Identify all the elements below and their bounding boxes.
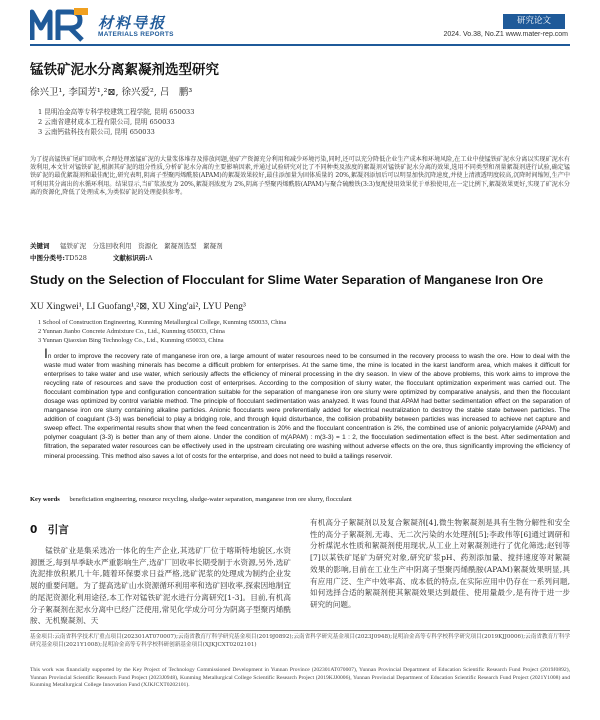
journal-brand-cn: 材料导报 [98,14,167,32]
keywords-label-cn: 关键词 [30,242,50,250]
paper-title-cn: 锰铁矿泥水分离絮凝剂选型研究 [30,62,219,78]
doc-code-value: A [147,254,153,262]
paper-title-en: Study on the Selection of Flocculant for Slime Water Separation of Manganese Iron Ore [30,273,544,287]
section-heading-intro: 0 引言 [30,524,69,536]
authors-cn: 徐兴卫¹, 李国芳¹,²⊠, 徐兴爱², 吕 鹏³ [30,87,193,98]
journal-logo [30,8,90,42]
intro-text-left: 锰铁矿业是集采选冶一体化的生产企业,其选矿厂位于喀斯特地貌区,水资源匮乏,每到旱季缺水严重影响生产,选矿厂回收率长期受制于水资源,另外,选矿洗泥排放积累几十年,随着环保要求日益严格,选矿泥浆的处理成为制约企业发展的重要问题。为了提高选矿山水资源循环利用率和选矿回收率,探索因地制宜的尾泥资源化利用途径,本工作对锰铁矿泥水进行分离研究[1-3]。目前,有机高分子絮凝剂在泥水分离中已经广泛使用,常见化学成分可分为阴离子型聚丙烯酰胺、无机聚凝剂、天 [30,546,291,626]
cls-label: 中图分类号: [30,254,65,262]
column-badge: 研究论文 [503,14,565,29]
abstract-cn: 为了提高锰铁矿尾矿回收率,合理处理富锰矿泥的大量浆体堆存及排放问题,使矿产资源充分利用和减少环境污染,同时,还可以充分降低企业生产成本和环境风险,在工业中使锰铁矿泥水分离以实现矿泥水有效利用,本文针对锰铁矿泥,根据其矿泥的组分性质,分析矿泥水分离的主要影响因素,并通过试验研究对比了不同种类及浓度的絮凝剂对锰铁矿泥水分离的效果,选用不同类型和剂量絮凝剂进行试验,确定锰铁矿泥的最优絮凝剂和最佳配比,研究表明,阴离子型聚丙烯酰胺(APAM)的絮凝效果较好,最佳添加量为固体质量的 20%,絮凝剂添加后可以明显加快沉降速度,并使上清液透明度较高,沉降时间缩短,生产中可利用其分离出的水循环利用。结果显示,当矿浆浓度为 20%,絮凝剂浓度为 2%,阴离子型聚丙烯酰胺(APAM)与聚合硫酸铁(3:3)复配使用效果优于单独使用,在一定比例下,絮凝效果更好,实现了矿泥水分离的资源化,降低了处理成本,为类似矿泥的处理提供参考。 [30,156,570,196]
keywords-list-en: beneficiation engineering, resource recycling, sludge-water separation, manganese iron ore slurry, flocculant [69,496,352,503]
affiliation-cn: 3 云南钙盐科技有限公司, 昆明 650033 [38,128,155,136]
affiliation-en: 1 School of Construction Engineering, Kunming Metallurgical College, Kunming 650033, China [38,319,287,326]
cls-value: TD528 [64,254,87,262]
keywords-label-en: Key words [30,496,60,503]
affiliation-cn: 2 云南省建材成本工程有限公司, 昆明 650033 [38,118,175,126]
authors-en: XU Xingwei¹, LI Guofang¹,²⊠, XU Xing'ai², LYU Peng³ [30,302,246,312]
keywords-cn [30,241,570,250]
funding-footnote-en: This work was financially supported by the Key Project of Technology Commissioned Development in Yunnan Province (202301AT070007), Yunnan Provincial Department of Education Scientific Research Fund Project (2019J0892), Yunnan Provincial Scientific Research Fund Project (2023J0948), Kunming Metallurgical College Scientific Research Project (2019KJJ0006), Yunnan Provincial Department of Education Scientific Research Fund Project (2021Y1008) and Kunming Metallurgical College Innovation Fund (XJKJCXT0202101). [30,667,570,689]
keywords-en [30,496,570,503]
affiliation-en: 2 Yunnan Jianbo Concrete Admixture Co., Ltd., Kunming 650033, China [38,328,225,335]
keywords-list-cn: 锰铁矿泥 分选回收利用 资源化 絮凝剂选型 絮凝剂 [60,242,223,250]
abstract-en: In order to improve the recovery rate of manganese iron ore, a large amount of water resources need to be consumed in the recovery process to wash the ore. How to deal with the waste mud water from washing minerals has become a difficult problem for enterprises. At the same time, the mine is located in the karst landform area, which makes it difficult for enterprises to take water and use water, which seriously affects the efficiency of mineral processing in the dry season. In view of the above problems, this work aims to improve the recycling rate of resources and save the production cost of enterprises. According to the composition of slurry water, the flocculant optimization experiment was carried out. The flocculant combination type and configuration concentration suitable for the separation of manganese iron ore slurry were optimized by comparative analysis, and then the flocculant dosage was optimized by control variable method. The principle of flocculant sedimentation was analyzed. It was found that APAM had better sedimentation effect on the separation of manganese iron ore slurry containing alkaline particles. Anionic flocculants were preferentially added for electrical neutralization to destroy the stable state between particles. The addition of coagulant (3-3) was beneficial to play a bridging role, and through liquid disturbance, the collision probability between particles was increased to achieve net capture and sweep effect. The experimental results show that when the feed concentration is 20% and the flocculant concentration is 2%, the combined use of anionic polyacrylamide (APAM) and polymer coagulant (3-3) is better than any of them alone. Under the condition of m(APAM) : m(3-3) = 1 : 2, the flocculation sedimentation effect is the best. After sedimentation and filtration, the separated water resources can be effectively used in the upstream circulating ore washing without adverse effects on the ore, thus significantly improving the efficiency of mineral processing. This method also saves a lot of costs for the enterprise, and does not need to build a tailings reservoir. [44,345,570,460]
journal-issue-info: 2024. Vo.38, No.Z1 www.mater-rep.com [443,31,568,38]
intro-text-right: 有机高分子絮凝剂以及复合絮凝剂[4],微生物絮凝剂是具有生物分解性和安全性的高分子絮凝剂,无毒、无二次污染的水处理剂[5];李政伟等[6]通过调研和分析煤泥水性质和絮凝剂使用现状,从工业上对絮凝剂进行了优化筛选;赵钊等[7]以某铁矿尾矿为研究对象,研究矿浆pH、药剂添加量、搅拌速度等对絮凝效果的影响,目前在工业生产中阴离子型聚丙烯酰胺(APAM)絮凝效果明显,具有应用广泛、生产中效率高、成本低的特点,在实际应用中仍存在一系列问题,如何选择合适的絮凝剂使其絮凝效果达到最佳、使用量最少,是有待于进一步研究的问题。 [310,518,570,609]
classification-line [30,253,152,262]
header-divider [30,44,570,46]
affiliation-cn: 1 昆明冶金高等专科学校建筑工程学院, 昆明 650033 [38,108,195,116]
affiliation-en: 3 Yunnan Qiaoxian Bing Technology Co., Ltd., Kunming 650033, China [38,337,224,344]
doc-code-label: 文献标识码: [112,254,148,262]
journal-brand-en: MATERIALS REPORTS [98,31,174,38]
footnote-divider [30,630,570,631]
funding-footnote-cn: 基金项目:云南省科学技术厅重点项目(202301AT070007);云南省教育厅科学研究基金项目(2019J0892);云南省科学研究基金项目(2023J0948);昆明冶金高等专科学校科学研究项目(2019KJJ0006);云南省教育厅科学研究基金项目(2021Y1008);昆明冶金高等专科学校科研创新基金项目(XJKJCXT0202101) [30,634,570,648]
